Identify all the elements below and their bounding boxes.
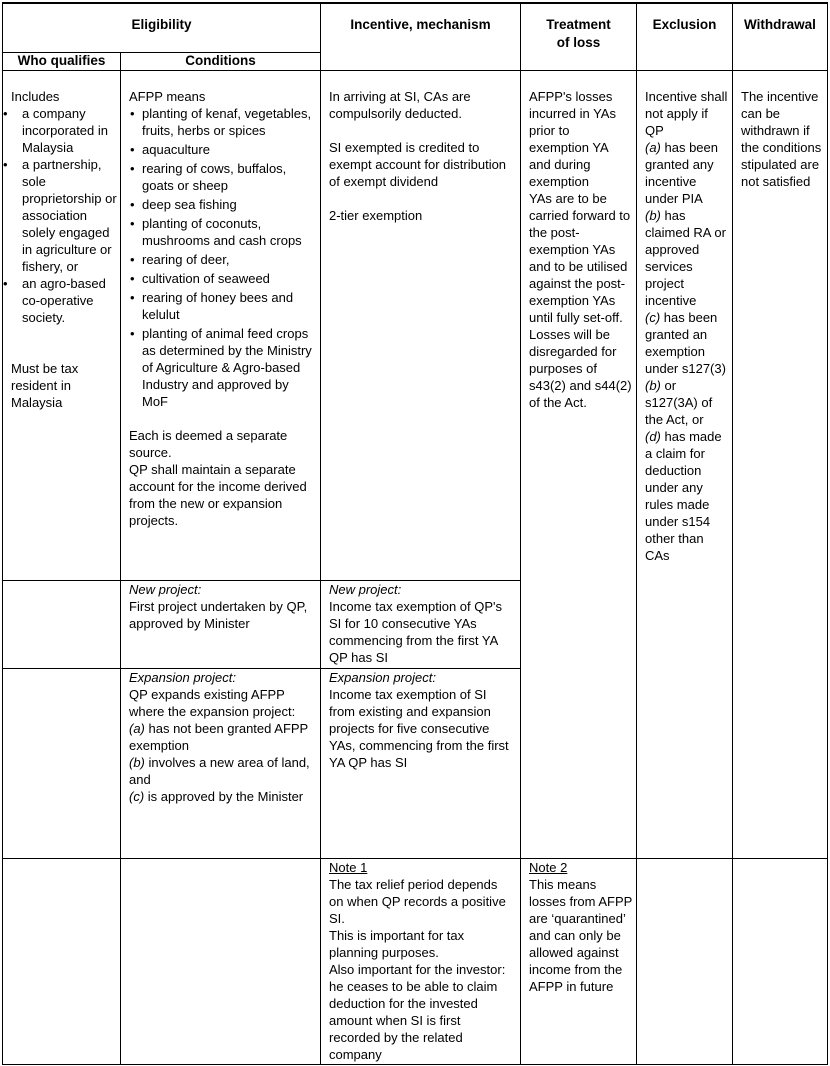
expansion-project-title: Expansion project: xyxy=(129,670,236,685)
who-item: • an agro-based co-operative society. xyxy=(11,275,117,326)
new-project-text: First project undertaken by QP, approved by Minister xyxy=(129,599,308,631)
afpp-activity: • planting of kenaf, vegetables, fruits, herbs or spices xyxy=(129,105,316,139)
incentive-cas-deducted: In arriving at SI, CAs are compulsorily deducted. xyxy=(329,89,471,121)
header-who-qualifies: Who qualifies xyxy=(17,53,106,68)
exclusion-c-tail: or s127(3A) of the Act, or xyxy=(645,378,713,427)
incentive-new-project xyxy=(329,581,515,666)
note-2-text: This means losses from AFPP are ‘quarantined’ and can only be allowed against income from the AFPP in future xyxy=(529,877,633,994)
exclusion-c-text: has been granted an exemption under s127(3) xyxy=(645,310,726,376)
exclusion-b-text: has claimed RA or approved services project incentive xyxy=(645,208,726,308)
treatment-cell xyxy=(529,88,633,411)
exclusion-cell xyxy=(645,88,729,564)
exclusion-c-subsection: (b) xyxy=(645,378,661,393)
who-qualifies-cell xyxy=(11,88,117,411)
expansion-condition-b xyxy=(129,754,317,788)
col-divider-3 xyxy=(520,2,521,1065)
afpp-activity: • planting of animal feed crops as determined by the Ministry of Agriculture & Agro-based Industry and approved by MoF xyxy=(129,325,316,410)
who-intro: Includes xyxy=(11,89,60,104)
note-2-title: Note 2 xyxy=(529,860,568,875)
who-item: • a company incorporated in Malaysia xyxy=(11,105,117,156)
condition-a-text: has not been granted AFPP exemption xyxy=(129,721,308,753)
table-border-right xyxy=(827,2,828,1065)
exclusion-c xyxy=(645,309,729,428)
exclusion-intro: Incentive shall not apply if QP xyxy=(645,89,728,138)
header-treatment-of-loss xyxy=(521,16,636,52)
treatment-carried-forward: YAs are to be carried forward to the post-exemption YAs and to be utilised against the post-exemption YAs until fully set-off. xyxy=(529,191,631,325)
incentive-expansion-text: Income tax exemption of SI from existing and expansion projects for five consecutive YAs, commencing from the first YA QP has SI xyxy=(329,687,509,770)
withdrawal-text: The incentive can be withdrawn if the conditions stipulated are not satisfied xyxy=(741,89,822,189)
table-border-top xyxy=(2,2,828,4)
exclusion-b-mark: (b) xyxy=(645,208,661,223)
afpp-activity: • rearing of cows, buffalos, goats or sheep xyxy=(129,160,316,194)
incentive-new-title: New project: xyxy=(329,582,402,597)
afpp-activity-list xyxy=(129,105,316,410)
afpp-activity: • aquaculture xyxy=(129,141,316,158)
incentive-two-tier: 2-tier exemption xyxy=(329,208,423,223)
afpp-activity: • rearing of deer, xyxy=(129,251,316,268)
col-divider-1 xyxy=(120,52,121,1065)
conditions-separate-source: Each is deemed a separate source. xyxy=(129,428,288,460)
conditions-cell xyxy=(129,88,316,529)
table-border-bottom xyxy=(2,1064,828,1065)
exclusion-d-mark: (d) xyxy=(645,429,661,444)
incentive-exempt-account: SI exempted is credited to exempt account for distribution of exempt dividend xyxy=(329,140,507,189)
header-conditions: Conditions xyxy=(185,53,256,68)
condition-c-text: is approved by the Minister xyxy=(144,789,304,804)
expansion-condition-a xyxy=(129,720,317,754)
expansion-condition-c xyxy=(129,788,317,805)
header-exclusion: Exclusion xyxy=(652,17,717,32)
conditions-intro: AFPP means xyxy=(129,89,206,104)
incentive-expansion-title: Expansion project: xyxy=(329,670,436,685)
treatment-disregarded: Losses will be disregarded for purposes of s43(2) and s44(2) of the Act. xyxy=(529,327,632,410)
exclusion-c-mark: (c) xyxy=(645,310,661,325)
header-treatment-line1: Treatment xyxy=(546,17,611,32)
new-project-title: New project: xyxy=(129,582,202,597)
expansion-project-text: QP expands existing AFPP where the expansion project: xyxy=(129,687,296,719)
incentive-new-text: Income tax exemption of QP's SI for 10 consecutive YAs commencing from the first YA QP has SI xyxy=(329,599,503,665)
incentive-cell xyxy=(329,88,515,224)
header-eligibility: Eligibility xyxy=(131,17,192,32)
withdrawal-cell xyxy=(741,88,823,190)
condition-c-mark: (c) xyxy=(129,789,145,804)
who-list xyxy=(11,105,117,326)
exclusion-a-text: has been granted any incentive under PIA xyxy=(645,140,718,206)
note-2-cell xyxy=(529,859,633,995)
afpp-activity: • deep sea fishing xyxy=(129,196,316,213)
conditions-new-project xyxy=(129,581,317,632)
note-1-cell xyxy=(329,859,515,1063)
note-1-relief-period: The tax relief period depends on when QP records a positive SI. xyxy=(329,877,506,926)
conditions-expansion-project xyxy=(129,669,317,805)
who-tax-resident: Must be tax resident in Malaysia xyxy=(11,361,79,410)
condition-b-text: involves a new area of land, and xyxy=(129,755,310,787)
note-1-title: Note 1 xyxy=(329,860,368,875)
condition-a-mark: (a) xyxy=(129,721,145,736)
exclusion-b xyxy=(645,207,729,309)
exclusion-a xyxy=(645,139,729,207)
col-divider-2 xyxy=(320,2,321,1065)
note-1-tax-planning: This is important for tax planning purposes. xyxy=(329,928,465,960)
condition-b-mark: (b) xyxy=(129,755,145,770)
treatment-losses-incurred: AFPP's losses incurred in YAs prior to exemption YA and during exemption xyxy=(529,89,616,189)
incentive-expansion-project xyxy=(329,669,515,771)
note-1-investor: Also important for the investor: he ceases to be able to claim deduction for the invested amount when SI is first recorded by the related company xyxy=(329,962,506,1062)
header-bottom-line xyxy=(2,70,828,71)
header-withdrawal: Withdrawal xyxy=(744,17,816,32)
exclusion-a-mark: (a) xyxy=(645,140,661,155)
exclusion-d-text: has made a claim for deduction under any rules made under s154 other than CAs xyxy=(645,429,722,563)
afpp-activity: • rearing of honey bees and kelulut xyxy=(129,289,316,323)
afpp-activity: • planting of coconuts, mushrooms and cash crops xyxy=(129,215,316,249)
col-divider-5 xyxy=(732,2,733,1065)
header-treatment-line2: of loss xyxy=(556,35,601,50)
conditions-separate-account: QP shall maintain a separate account for the income derived from the new or expansion projects. xyxy=(129,462,307,528)
col-divider-4 xyxy=(636,2,637,1065)
header-incentive-mechanism: Incentive, mechanism xyxy=(350,17,491,32)
afpp-activity: • cultivation of seaweed xyxy=(129,270,316,287)
exclusion-d xyxy=(645,428,729,564)
who-item: • a partnership, sole proprietorship or association solely engaged in agriculture or fishery, or xyxy=(11,156,117,275)
